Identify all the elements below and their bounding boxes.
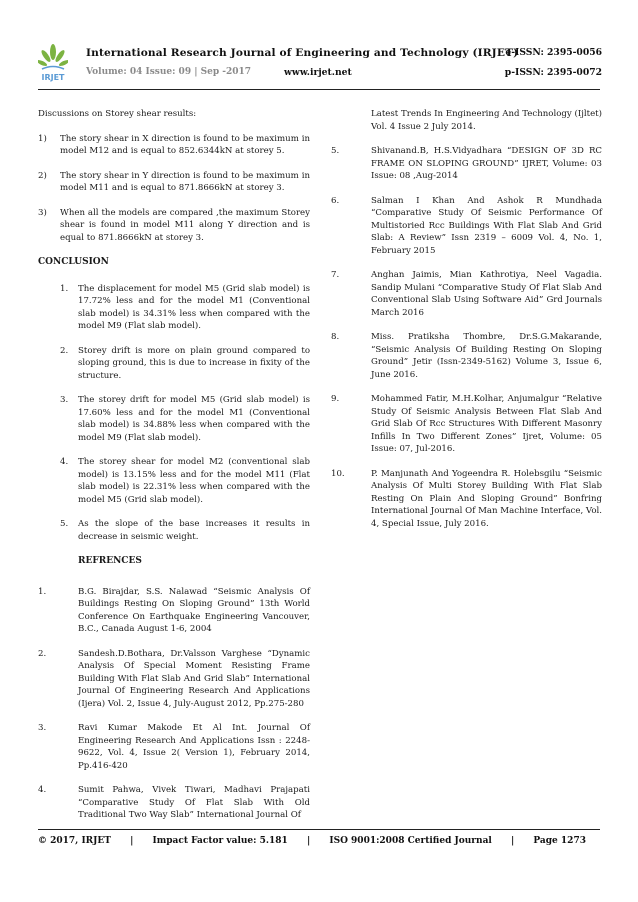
left-column — [38, 108, 310, 834]
website-link[interactable]: www.irjet.net — [284, 67, 352, 78]
list-item — [60, 456, 310, 506]
list-item — [38, 207, 310, 245]
item-text: As the slope of the base increases it results in decrease in seismic weight. — [78, 519, 310, 542]
item-text: P. Manjunath And Yogeendra R. Holebsgilu “Seismic Analysis Of Multi Storey Building With Flat Slab Resting On Plain And Sloping Ground” Bonfring International Journal Of Man Machine Interface, Vol. 4, Special Issue, July 2016. — [371, 468, 602, 529]
footer-separator: | — [306, 836, 311, 846]
item-text: Ravi Kumar Makode Et Al Int. Journal Of Engineering Research And Applications Issn : 2248-9622, Vol. 4, Issue 2( Version 1), February 2014, Pp.416-420 — [78, 723, 310, 771]
list-item — [60, 394, 310, 444]
pissn: p-ISSN: 2395-0072 — [504, 67, 602, 78]
reference-item — [331, 269, 602, 319]
item-text: Sandesh.D.Bothara, Dr.Valsson Varghese “Dynamic Analysis Of Special Moment Resisting Frame Building With Flat Slab And Grid Slab” International Journal Of Engineering Research And Applications (Ijera) Vol. 2, Issue 4, July-August 2012, Pp.275-280 — [78, 648, 310, 709]
item-text: Anghan Jaimis, Mian Kathrotiya, Neel Vagadia. Sandip Mulani “Comparative Study Of Flat Slab And Conventional Slab Using Software Aid” Grd Journals March 2016 — [371, 270, 602, 318]
item-text: The storey shear for model M2 (conventional slab model) is 13.15% less and for the model M11 (Flat slab model) is 22.31% less when compared with the model M5 (Grid slab model). — [78, 457, 310, 505]
item-number: 1) — [38, 133, 47, 144]
item-number: 2. — [38, 648, 47, 659]
conclusion-list — [60, 283, 310, 544]
reference-item — [331, 145, 602, 183]
footer-separator: | — [510, 836, 515, 846]
item-number: 3. — [60, 395, 69, 405]
item-number: 10. — [331, 468, 345, 479]
item-number: 4. — [38, 785, 47, 795]
item-text: Mohammed Fatir, M.H.Kolhar, Anjumalgur “Relative Study Of Seismic Analysis Between Flat Slab And Grid Slab Of Rcc Structures With Different Masonry Infills In Two Different Zones” Ijret, Volume: 05 Issue: 07, Jul-2016. — [371, 394, 602, 454]
iso-certification: ISO 9001:2008 Certified Journal — [329, 836, 492, 846]
item-number: 5. — [60, 519, 69, 529]
item-number: 8. — [331, 332, 340, 342]
header-divider — [38, 89, 600, 90]
item-text: The storey drift for model M5 (Grid slab model) is 17.60% less and for the model M1 (Conventional slab model) is 34.88% less when compared with the model M9 (Flat slab model). — [78, 395, 310, 443]
item-number: 1. — [38, 586, 47, 597]
item-number: 3. — [38, 723, 47, 733]
reference-continuation — [331, 108, 602, 133]
reference-item — [331, 195, 602, 258]
item-number: 2) — [38, 170, 47, 181]
list-item — [38, 133, 310, 158]
discussion-list — [38, 133, 310, 245]
item-text: Sumit Pahwa, Vivek Tiwari, Madhavi Prajapati “Comparative Study Of Flat Slab With Old Traditional Two Way Slab” International Journal Of — [78, 785, 310, 820]
item-text: Miss. Pratiksha Thombre, Dr.S.G.Makarande, “Seismic Analysis Of Building Resting On Sloping Ground” Jetir (Issn-2349-5162) Volume 3, Issue 6, June 2016. — [371, 332, 602, 380]
list-item — [38, 170, 310, 195]
item-text: When all the models are compared ,the maximum Storey shear is found in model M11 along Y direction and is equal to 871.8666kN at storey 3. — [60, 207, 310, 243]
page-header — [38, 43, 602, 85]
item-text: The story shear in Y direction is found to be maximum in model M11 and is equal to 871.8666kN at storey 3. — [60, 170, 310, 193]
journal-title: International Research Journal of Engineering and Technology (IRJET) — [86, 47, 519, 59]
logo-text: IRJET — [41, 73, 65, 82]
footer-separator: | — [130, 836, 134, 846]
item-text: Shivanand.B, H.S.Vidyadhara “DESIGN OF 3D RC FRAME ON SLOPING GROUND” IJRET, Volume: 03 Issue: 08 ,Aug-2014 — [371, 146, 602, 181]
conclusion-heading: CONCLUSION — [38, 257, 109, 267]
copyright: © 2017, IRJET — [38, 836, 111, 846]
list-item — [60, 518, 310, 543]
reference-item — [331, 393, 602, 456]
reference-item — [38, 784, 310, 822]
eissn: e-ISSN: 2395-0056 — [505, 47, 602, 58]
item-text: The displacement for model M5 (Grid slab model) is 17.72% less and for the model M1 (Conventional slab model) is 34.31% less when compared with the model M9 (Flat slab model). — [78, 283, 310, 331]
item-number: 2. — [60, 345, 69, 356]
irjet-logo — [38, 43, 68, 83]
item-number: 9. — [331, 394, 340, 404]
reference-item — [331, 468, 602, 531]
volume-issue: Volume: 04 Issue: 09 | Sep -2017 — [86, 67, 252, 77]
discussion-title: Discussions on Storey shear results: — [38, 109, 197, 119]
references-heading: REFRENCES — [78, 556, 142, 566]
list-item — [60, 283, 310, 333]
reference-item — [38, 586, 310, 636]
item-number: 5. — [331, 146, 340, 156]
item-text: Storey drift is more on plain ground compared to sloping ground, this is due to increase in fixity of the structure. — [78, 345, 310, 381]
list-item — [60, 345, 310, 383]
impact-factor: Impact Factor value: 5.181 — [152, 836, 288, 846]
reference-item — [38, 648, 310, 711]
reference-item — [38, 722, 310, 772]
item-text: B.G. Birajdar, S.S. Nalawad “Seismic Analysis Of Buildings Resting On Sloping Ground” 13th World Conference On Earthquake Engineering Vancouver, B.C., Canada August 1-6, 2004 — [78, 586, 310, 634]
item-number: 6. — [331, 195, 340, 206]
item-number: 1. — [60, 283, 69, 294]
reference-item — [331, 331, 602, 381]
item-number: 3) — [38, 207, 47, 218]
right-column — [331, 108, 602, 542]
item-text: The story shear in X direction is found to be maximum in model M12 and is equal to 852.6344kN at storey 5. — [60, 133, 310, 156]
item-number: 7. — [331, 270, 340, 280]
item-number: 4. — [60, 457, 69, 467]
footer-divider — [38, 829, 600, 830]
item-text: Latest Trends In Engineering And Technology (Ijltet) Vol. 4 Issue 2 July 2014. — [371, 109, 602, 132]
page-number: Page 1273 — [533, 836, 586, 846]
item-text: Salman I Khan And Ashok R Mundhada “Comparative Study Of Seismic Performance Of Multistoried Rcc Buildings With Flat Slab And Grid Slab: A Review” Issn 2319 – 6009 Vol. 4, No. 1, February 2015 — [371, 195, 602, 256]
references-list-left — [38, 586, 310, 822]
page-footer — [38, 836, 602, 846]
